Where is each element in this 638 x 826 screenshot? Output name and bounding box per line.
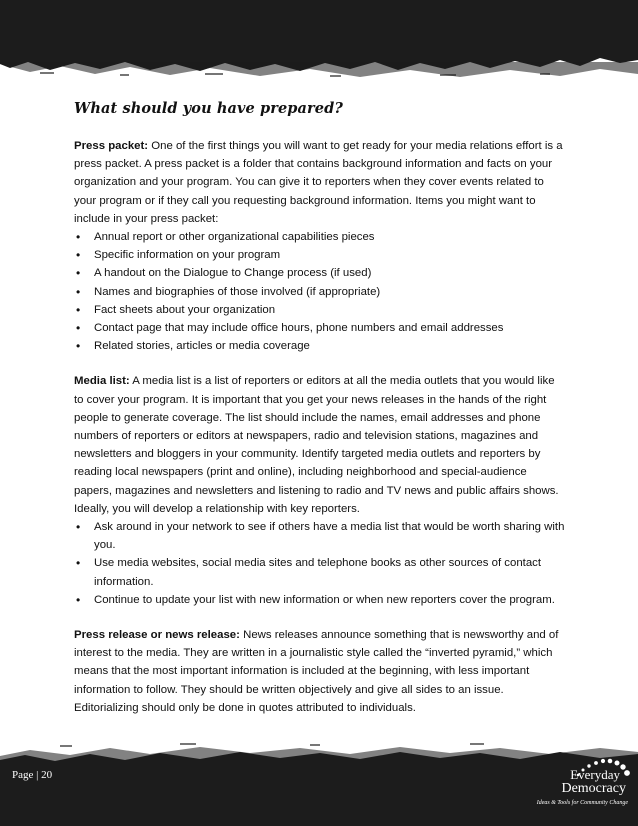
press-packet-text: One of the first things you will want to get ready for your media relations effort is a press packet. A press packet is a folder that contains background information and facts on your organization and your program. You can give it to reporters when they cover events related to your program or if they call you requesting background information. Items you might want to include in your press packet:	[74, 140, 563, 225]
footer-grunge-band	[0, 742, 638, 826]
header-grunge-band	[0, 0, 638, 80]
list-item: • Use media websites, social media sites and telephone books as other sources of contact information.	[74, 554, 566, 590]
press-packet-list	[74, 228, 566, 355]
list-item: • Related stories, articles or media coverage	[74, 337, 566, 355]
list-item: • Continue to update your list with new information or when new reporters cover the program.	[74, 591, 566, 609]
media-list-paragraph	[74, 372, 566, 518]
list-item: • Specific information on your program	[74, 246, 566, 264]
everyday-democracy-logo	[536, 755, 634, 823]
section-heading: What should you have prepared?	[74, 100, 343, 117]
press-release-label: Press release or news release:	[74, 629, 240, 642]
press-release-text: News releases announce something that is newsworthy and of interest to the media. They are written in a journalistic style called the “inverted pyramid,” which means that the most important information is included at the beginning, with less important information to follow. They should be written objectively and give all sides to an issue. Editorializing should only be done in quotes attributed to individuals.	[74, 629, 559, 714]
media-list-list	[74, 518, 566, 609]
page-number: Page | 20	[12, 769, 53, 781]
list-item: • Names and biographies of those involved (if appropriate)	[74, 283, 566, 301]
media-list-text: A media list is a list of reporters or editors at all the media outlets that you would like to cover your program. It is important that you get your news releases in the hands of the right people to generate coverage. The list should include the names, email addresses and phone numbers of reporters or editors at newspapers, radio and television stations, magazines and newsletters and bloggers in your community. Identify targeted media outlets and reporters by reading local newspapers (print and online), including neighborhood and special-audience papers, magazines and newsletters and listening to radio and TV news and public affairs shows. Ideally, you will develop a relationship with key reporters.	[74, 375, 559, 515]
media-list-label: Media list:	[74, 375, 130, 388]
page-content	[74, 100, 566, 717]
logo-line-1: Everyday	[570, 767, 620, 782]
press-packet-paragraph	[74, 137, 566, 228]
logo-line-2: Democracy	[561, 781, 626, 796]
logo-tagline: Ideas & Tools for Community Change	[536, 800, 628, 806]
list-item: • Fact sheets about your organization	[74, 301, 566, 319]
press-release-paragraph	[74, 626, 566, 717]
list-item: • Annual report or other organizational capabilities pieces	[74, 228, 566, 246]
list-item: • A handout on the Dialogue to Change process (if used)	[74, 264, 566, 282]
list-item: • Ask around in your network to see if others have a media list that would be worth sharing with you.	[74, 518, 566, 554]
press-packet-label: Press packet:	[74, 140, 149, 152]
list-item: • Contact page that may include office hours, phone numbers and email addresses	[74, 319, 566, 337]
